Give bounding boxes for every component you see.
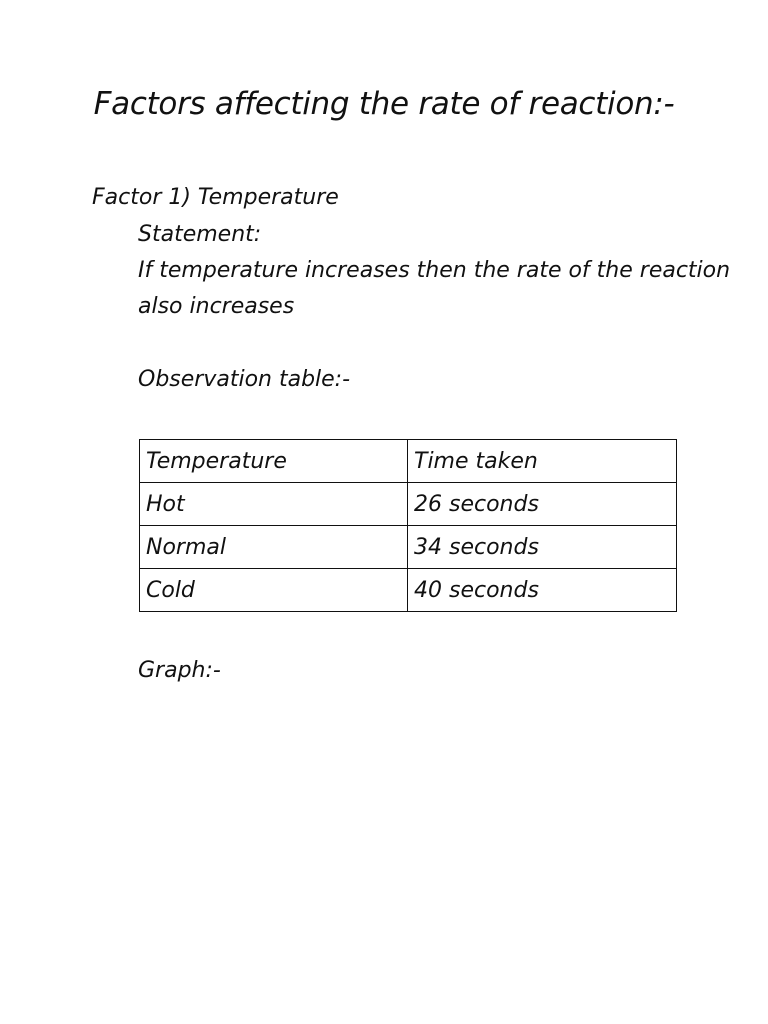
table-header-row bbox=[140, 440, 677, 483]
table-cell: 34 seconds bbox=[408, 526, 677, 569]
table-row bbox=[140, 483, 677, 526]
table-header-cell: Temperature bbox=[140, 440, 408, 483]
table-row bbox=[140, 569, 677, 612]
observation-table-label: Observation table:- bbox=[138, 367, 351, 392]
table-cell: 26 seconds bbox=[408, 483, 677, 526]
table-cell: Cold bbox=[140, 569, 408, 612]
page-title: Factors affecting the rate of reaction:- bbox=[93, 86, 675, 122]
graph-label: Graph:- bbox=[138, 658, 221, 683]
table-cell: Hot bbox=[140, 483, 408, 526]
statement-text-line-1: If temperature increases then the rate of the reaction bbox=[138, 258, 731, 283]
observation-table bbox=[139, 439, 677, 612]
statement-text-line-2: also increases bbox=[138, 294, 295, 319]
table-cell: Normal bbox=[140, 526, 408, 569]
statement-label: Statement: bbox=[138, 222, 262, 247]
table-row bbox=[140, 526, 677, 569]
table-cell: 40 seconds bbox=[408, 569, 677, 612]
factor-heading: Factor 1) Temperature bbox=[92, 185, 339, 210]
table-header-cell: Time taken bbox=[408, 440, 677, 483]
